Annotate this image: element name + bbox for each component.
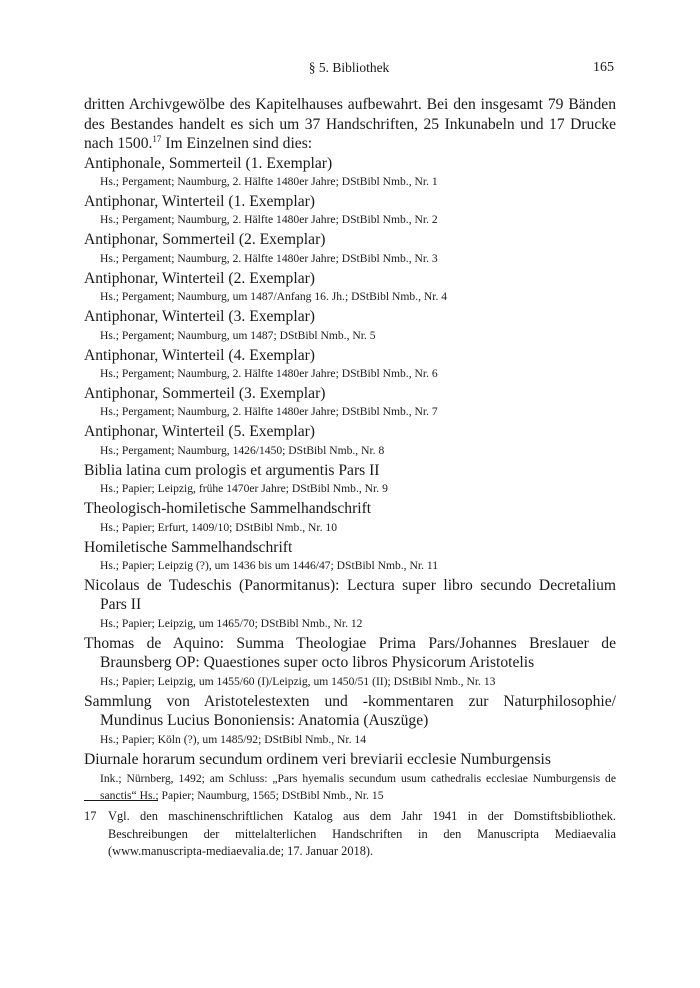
catalog-entry [84, 230, 616, 268]
entry-detail: Hs.; Papier; Leipzig, frühe 1470er Jahre; DStBibl Nmb., Nr. 9 [100, 482, 388, 496]
entry-title: Antiphonar, Winterteil (1. Exemplar) [84, 192, 315, 210]
entry-detail: Hs.; Papier; Köln (?), um 1485/92; DStBibl Nmb., Nr. 14 [100, 732, 367, 746]
entry-detail: Hs.; Papier; Leipzig (?), um 1436 bis um 1446/47; DStBibl Nmb., Nr. 11 [100, 559, 439, 573]
catalog-entry [84, 750, 616, 806]
catalog-entry [84, 269, 616, 307]
footnote-divider [84, 800, 158, 801]
entry-title: Antiphonar, Winterteil (5. Exemplar) [84, 423, 315, 441]
entry-detail: Hs.; Papier; Leipzig, um 1465/70; DStBibl Nmb., Nr. 12 [100, 616, 363, 630]
footnote-text: Vgl. den maschinenschriftlichen Katalog aus dem Jahr 1941 in der Domstiftsbibliothek. Beschreibungen der mittelalterlichen Handschriften in den Manuscripta Mediaevalia (www.manuscripta-mediaevalia.de; 17. Januar 2018). [108, 809, 616, 858]
catalog-entry [84, 499, 616, 537]
entry-detail: Ink.; Nürnberg, 1492; am Schluss: „Pars hyemalis secundum usum cathedralis ecclesiae Numburgensis de sanctis“ Hs.; Papier; Naumburg, 1565; DStBibl Nmb., Nr. 15 [100, 772, 616, 803]
entry-title: Antiphonar, Sommerteil (2. Exemplar) [84, 231, 326, 249]
intro-text-after: Im Einzelnen sind dies: [161, 135, 313, 152]
page-body [84, 95, 616, 805]
catalog-entry [84, 576, 616, 634]
catalog-entry [84, 192, 616, 230]
entry-detail: Hs.; Papier; Erfurt, 1409/10; DStBibl Nmb., Nr. 10 [100, 520, 338, 534]
entry-detail: Hs.; Pergament; Naumburg, 2. Hälfte 1480er Jahre; DStBibl Nmb., Nr. 2 [100, 213, 438, 227]
page-number: 165 [593, 60, 614, 75]
running-title: § 5. Bibliothek [308, 60, 390, 75]
entry-title: Thomas de Aquino: Summa Theologiae Prima Pars/Johannes Breslauer de Braunsberg OP: Quaestiones super octo libros Physicorum Aristotelis [84, 634, 616, 672]
entry-title: Theologisch-homiletische Sammelhandschrift [84, 500, 372, 518]
footnote-number: 17 [84, 809, 97, 823]
entry-title: Nicolaus de Tudeschis (Panormitanus): Lectura super libro secundo Decretalium Pars II [84, 576, 616, 614]
entry-detail: Hs.; Pergament; Naumburg, um 1487/Anfang 16. Jh.; DStBibl Nmb., Nr. 4 [100, 290, 448, 304]
entry-title: Sammlung von Aristotelestexten und -kommentaren zur Naturphilosophie/ Mundinus Lucius Bononiensis: Anatomia (Auszüge) [84, 692, 616, 730]
running-header [84, 60, 614, 80]
catalog-entry [84, 538, 616, 576]
entry-title: Antiphonar, Winterteil (2. Exemplar) [84, 269, 315, 287]
entry-detail: Hs.; Pergament; Naumburg, um 1487; DStBibl Nmb., Nr. 5 [100, 328, 376, 342]
entry-detail: Hs.; Pergament; Naumburg, 2. Hälfte 1480er Jahre; DStBibl Nmb., Nr. 1 [100, 175, 438, 188]
entry-title: Antiphonar, Sommerteil (3. Exemplar) [84, 384, 326, 402]
intro-paragraph [84, 95, 616, 154]
catalog-entry [84, 154, 616, 192]
catalog-entry [84, 307, 616, 345]
catalog-entry [84, 692, 616, 750]
entry-title: Diurnale horarum secundum ordinem veri breviarii ecclesie Numburgensis [84, 750, 551, 768]
entry-detail: Hs.; Pergament; Naumburg, 2. Hälfte 1480er Jahre; DStBibl Nmb., Nr. 3 [100, 251, 438, 265]
catalog-entry [84, 634, 616, 692]
footnote [84, 808, 616, 861]
entry-detail: Hs.; Pergament; Naumburg, 2. Hälfte 1480er Jahre; DStBibl Nmb., Nr. 7 [100, 405, 438, 419]
catalog-entry [84, 384, 616, 422]
entry-detail: Hs.; Pergament; Naumburg, 2. Hälfte 1480er Jahre; DStBibl Nmb., Nr. 6 [100, 367, 438, 381]
catalog-entry [84, 346, 616, 384]
entry-title: Antiphonar, Winterteil (4. Exemplar) [84, 346, 315, 364]
entry-title: Antiphonale, Sommerteil (1. Exemplar) [84, 154, 333, 172]
footnote-reference[interactable]: 17 [152, 133, 162, 144]
entry-detail: Hs.; Papier; Leipzig, um 1455/60 (I)/Leipzig, um 1450/51 (II); DStBibl Nmb., Nr. 13 [100, 674, 496, 688]
entry-detail: Hs.; Pergament; Naumburg, 1426/1450; DStBibl Nmb., Nr. 8 [100, 443, 385, 457]
intro-text: dritten Archivgewölbe des Kapitelhauses aufbewahrt. Bei den insgesamt 79 Bänden des Bestandes handelt es sich um 37 Handschriften, 25 Inkunabeln und 17 Drucke nach 1500. [84, 96, 616, 152]
catalog-entry [84, 461, 616, 499]
entry-title: Antiphonar, Winterteil (3. Exemplar) [84, 308, 315, 326]
entry-title: Homiletische Sammelhandschrift [84, 538, 293, 556]
catalog-entry [84, 422, 616, 460]
entry-title: Biblia latina cum prologis et argumentis Pars II [84, 461, 380, 479]
